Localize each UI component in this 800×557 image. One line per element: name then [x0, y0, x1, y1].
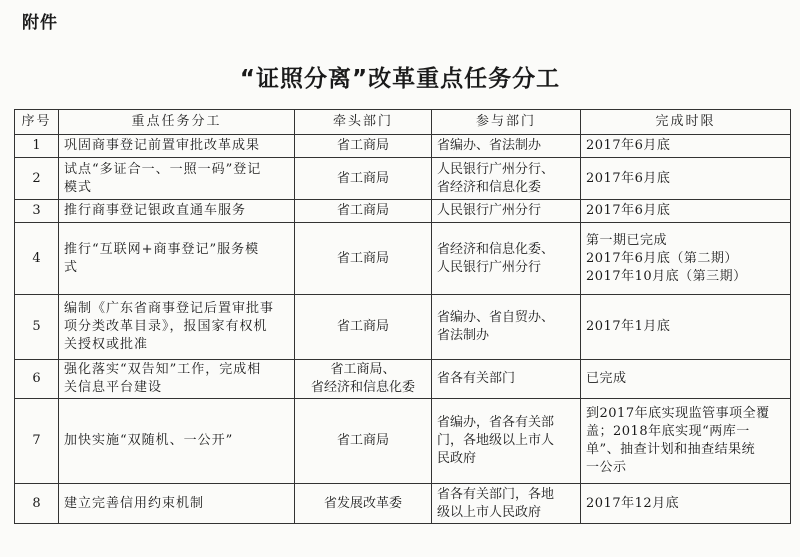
cell-text-line: 2017年6月底: [586, 170, 671, 186]
cell-text-line: 关授权或批准: [64, 337, 149, 352]
cell-text-line: 省经济和信息化委: [437, 179, 542, 195]
row-number-cell: 5: [15, 295, 59, 360]
table-row: [15, 295, 791, 360]
attachment-label: 附件: [22, 13, 58, 33]
cell-text-line: 推行“互联网+商事登记”服务模: [64, 241, 260, 257]
column-header: 重点任务分工: [59, 110, 295, 135]
task-cell: [59, 399, 295, 484]
deadline-cell: [581, 135, 791, 158]
cell-text-line: 省编办，省各有关部: [437, 415, 555, 430]
column-header: 序号: [15, 110, 59, 135]
participant-departments-cell: [432, 223, 581, 295]
task-cell: [59, 484, 295, 524]
cell-text-line: 试点“多证合一、一照一码”登记: [64, 161, 262, 177]
cell-text-line: 人民银行广州分行: [437, 203, 542, 218]
cell-text-line: 2017年10月底（第三期）: [586, 268, 747, 284]
cell-text-line: 省经济和信息化委: [310, 380, 415, 395]
cell-text-line: 省经济和信息化委、: [437, 241, 555, 257]
cell-text-line: 2017年6月底: [586, 138, 671, 153]
cell-text-line: 省工商局: [336, 250, 389, 266]
lead-department-cell: [295, 158, 432, 200]
row-number-cell: 4: [15, 223, 59, 295]
deadline-cell: [581, 399, 791, 484]
participant-departments-cell: [432, 484, 581, 524]
cell-text-line: 2017年12月底: [586, 495, 680, 511]
cell-text-line: 省各有关部门，各地: [437, 486, 555, 502]
cell-text-line: 人民银行广州分行、: [437, 161, 555, 177]
cell-text-line: 关信息平台建设: [64, 380, 163, 395]
cell-text-line: 省编办、省自贸办、: [437, 310, 555, 325]
table-row: [15, 223, 791, 295]
column-header: 完成时限: [581, 110, 791, 135]
table-row: [15, 200, 791, 223]
participant-departments-cell: [432, 399, 581, 484]
deadline-cell: [581, 360, 791, 399]
deadline-cell: [581, 200, 791, 223]
task-cell: [59, 158, 295, 200]
table-header-row: [15, 110, 791, 135]
cell-text-line: 省工商局、: [330, 362, 396, 377]
cell-text-line: 已完成: [586, 371, 627, 386]
lead-department-cell: [295, 484, 432, 524]
cell-text-line: 省工商局: [336, 319, 389, 334]
cell-text-line: 2017年6月底（第二期）: [586, 250, 738, 266]
lead-department-cell: [295, 223, 432, 295]
row-number-cell: 1: [15, 135, 59, 158]
task-cell: [59, 360, 295, 399]
cell-text-line: 门，各地级以上市人: [437, 433, 555, 448]
cell-text-line: 省法制办: [437, 328, 490, 343]
table-row: [15, 360, 791, 399]
table-row: [15, 158, 791, 200]
cell-text-line: 加快实施“双随机、一公开”: [64, 433, 234, 448]
lead-department-cell: [295, 360, 432, 399]
table-row: [15, 399, 791, 484]
cell-text-line: 单”、抽查计划和抽查结果统: [586, 442, 756, 457]
cell-text-line: 省工商局: [336, 170, 389, 186]
cell-text-line: 级以上市人民政府: [437, 504, 542, 520]
lead-department-cell: [295, 399, 432, 484]
cell-text-line: 巩固商事登记前置审批改革成果: [64, 138, 261, 153]
row-number-cell: 2: [15, 158, 59, 200]
cell-text-line: 项分类改革目录》，报国家有权机: [64, 319, 268, 334]
cell-text-line: 推行商事登记银政直通车服务: [64, 203, 247, 218]
table-body: [15, 135, 791, 524]
cell-text-line: 到2017年底实现监管事项全覆: [586, 406, 770, 421]
task-table: [14, 109, 791, 524]
cell-text-line: 省各有关部门: [437, 371, 516, 386]
deadline-cell: [581, 223, 791, 295]
row-number-cell: 6: [15, 360, 59, 399]
task-cell: [59, 200, 295, 223]
lead-department-cell: [295, 295, 432, 360]
participant-departments-cell: [432, 200, 581, 223]
cell-text-line: 人民银行广州分行: [437, 259, 542, 275]
column-header: 牵头部门: [295, 110, 432, 135]
row-number-cell: 7: [15, 399, 59, 484]
cell-text-line: 省工商局: [336, 203, 389, 218]
cell-text-line: 模式: [64, 179, 93, 195]
task-cell: [59, 295, 295, 360]
cell-text-line: 省工商局: [336, 138, 389, 153]
task-cell: [59, 223, 295, 295]
cell-text-line: 式: [64, 259, 79, 275]
participant-departments-cell: [432, 158, 581, 200]
cell-text-line: 民政府: [437, 451, 477, 466]
table-row: [15, 484, 791, 524]
page-title: “证照分离”改革重点任务分工: [239, 66, 561, 92]
cell-text-line: 一公示: [586, 460, 627, 475]
participant-departments-cell: [432, 360, 581, 399]
participant-departments-cell: [432, 135, 581, 158]
participant-departments-cell: [432, 295, 581, 360]
lead-department-cell: [295, 135, 432, 158]
cell-text-line: 建立完善信用约束机制: [64, 495, 205, 511]
deadline-cell: [581, 295, 791, 360]
deadline-cell: [581, 158, 791, 200]
table-row: [15, 135, 791, 158]
cell-text-line: 2017年6月底: [586, 203, 671, 218]
task-cell: [59, 135, 295, 158]
cell-text-line: 省发展改革委: [323, 495, 402, 511]
cell-text-line: 省编办、省法制办: [437, 138, 542, 153]
cell-text-line: 编制《广东省商事登记后置审批事: [64, 301, 275, 316]
row-number-cell: 3: [15, 200, 59, 223]
cell-text-line: 强化落实“双告知”工作，完成相: [64, 362, 262, 377]
row-number-cell: 8: [15, 484, 59, 524]
deadline-cell: [581, 484, 791, 524]
cell-text-line: 2017年1月底: [586, 319, 671, 334]
cell-text-line: 省工商局: [336, 433, 389, 448]
lead-department-cell: [295, 200, 432, 223]
column-header: 参与部门: [432, 110, 581, 135]
cell-text-line: 第一期已完成: [586, 232, 668, 248]
cell-text-line: 盖；2018年底实现“两库一: [586, 424, 750, 439]
